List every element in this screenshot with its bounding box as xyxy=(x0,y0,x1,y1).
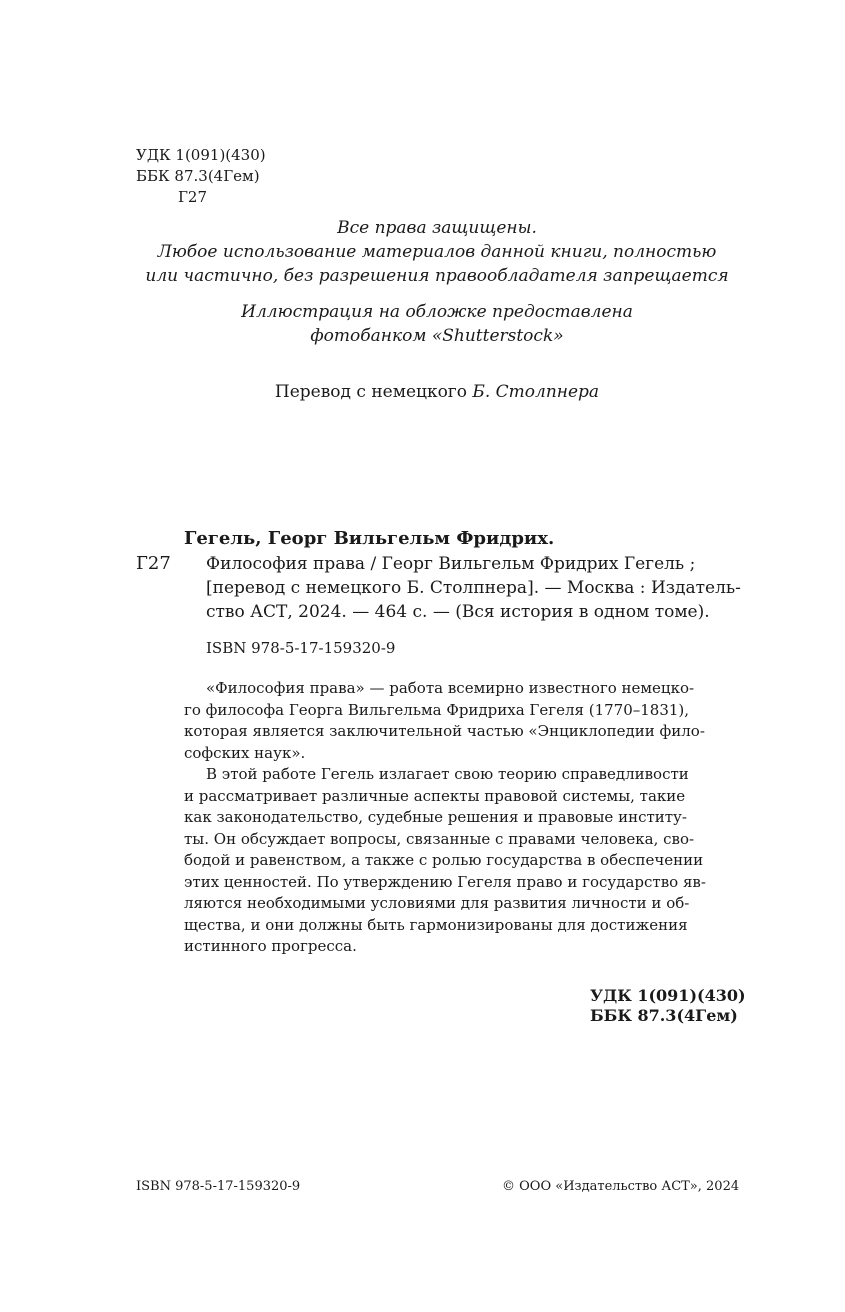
udk-code: УДК 1(091)(430) xyxy=(136,146,266,164)
footer-copyright: © ООО «Издательство АСТ», 2024 xyxy=(502,1179,740,1194)
abstract xyxy=(184,678,738,958)
abstract-line: го философа Георга Вильгельма Фридриха Гегеля (1770–1831), xyxy=(184,700,690,719)
abstract-line: которая является заключительной частью «Энциклопедии фило- xyxy=(184,722,705,740)
abstract-line: бодой и равенством, а также с ролью государства в обеспечении xyxy=(184,851,704,869)
illustration-line: Иллюстрация на обложке предоставлена xyxy=(241,302,633,322)
abstract-line: софских наук». xyxy=(184,743,306,762)
classification-block-top xyxy=(136,145,266,208)
bibliographic-line: [перевод с немецкого Б. Столпнера]. — Москва : Издатель- xyxy=(206,578,741,598)
bibliographic-description xyxy=(206,552,741,624)
rights-line: Все права защищены. xyxy=(337,218,537,238)
abstract-line: щества, и они должны быть гармонизированы для достижения xyxy=(184,915,688,934)
abstract-line: В этой работе Гегель излагает свою теорию справедливости xyxy=(206,765,689,783)
bibliographic-line: Философия права / Георг Вильгельм Фридрих Гегель ; xyxy=(206,554,696,574)
author-mark: Г27 xyxy=(178,188,208,206)
illustration-line: фотобанком «Shutterstock» xyxy=(310,326,564,346)
abstract-line: истинного прогресса. xyxy=(184,937,357,955)
bbk-code-bottom: ББК 87.3(4Гем) xyxy=(590,1006,738,1025)
author-code: Г27 xyxy=(136,553,171,574)
illustration-credit xyxy=(100,300,774,348)
author-heading: Гегель, Георг Вильгельм Фридрих. xyxy=(184,528,555,549)
translator-name: Б. Столпнера xyxy=(472,382,600,402)
udk-code-bottom: УДК 1(091)(430) xyxy=(590,986,746,1005)
abstract-line: и рассматривает различные аспекты правовой системы, такие xyxy=(184,786,686,805)
isbn-record: ISBN 978-5-17-159320-9 xyxy=(206,639,396,657)
abstract-line: как законодательство, судебные решения и правовые институ- xyxy=(184,808,687,826)
abstract-line: этих ценностей. По утверждению Гегеля право и государство яв- xyxy=(184,872,706,891)
abstract-line: «Философия права» — работа всемирно известного немецко- xyxy=(206,679,695,697)
translation-credit xyxy=(100,380,774,404)
abstract-line: ляются необходимыми условиями для развития личности и об- xyxy=(184,894,690,912)
classification-block-bottom xyxy=(590,986,746,1026)
bibliographic-line: ство АСТ, 2024. — 464 с. — (Вся история в одном томе). xyxy=(206,602,710,622)
footer-isbn: ISBN 978-5-17-159320-9 xyxy=(136,1179,301,1194)
translation-prefix: Перевод с немецкого xyxy=(274,382,473,402)
abstract-line: ты. Он обсуждает вопросы, связанные с правами человека, сво- xyxy=(184,829,695,848)
rights-line: или частично, без разрешения правообладателя запрещается xyxy=(145,266,729,286)
bbk-code: ББК 87.3(4Гем) xyxy=(136,167,260,185)
rights-line: Любое использование материалов данной книги, полностью xyxy=(157,242,717,262)
rights-notice xyxy=(100,216,774,288)
